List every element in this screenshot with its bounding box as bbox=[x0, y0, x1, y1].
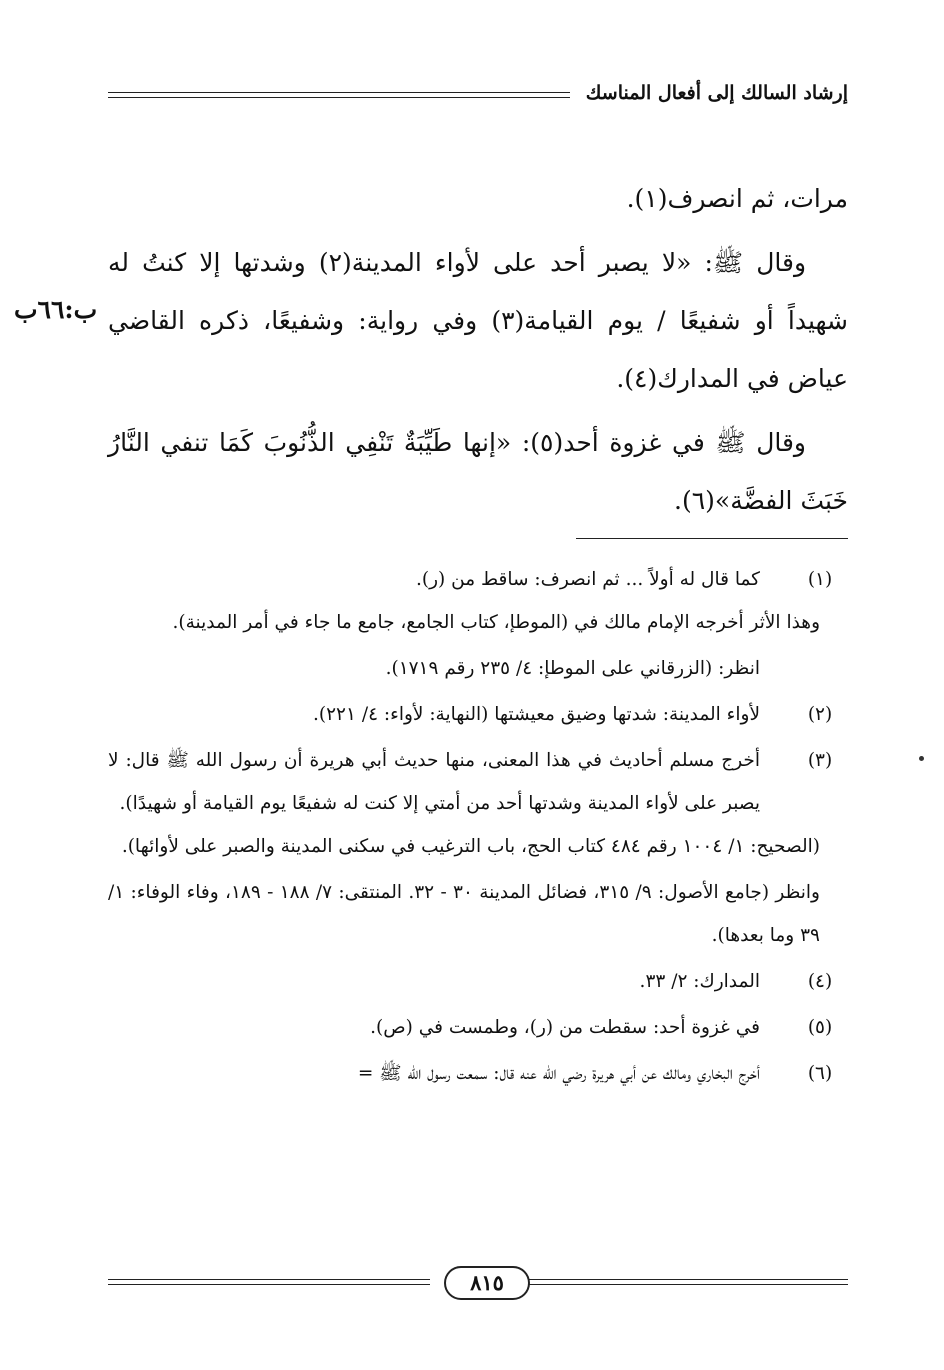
footer-rule-left bbox=[108, 1279, 430, 1285]
footnote-text: كما قال له أولاً ... ثم انصرف: ساقط من (ر). bbox=[415, 569, 760, 590]
paragraph-3: وقال ﷺ في غزوة أحد(٥): «إنها طَيِّبَةٌ تَنْفِي الذُّنُوبَ كَمَا تنفي النَّارُ خَبَثَ الفضَّة»(٦). bbox=[108, 428, 848, 515]
footnote-text: لأواء المدينة: شدتها وضيق معيشتها (النهاية: لأواء: ٤/ ٢٢١). bbox=[313, 704, 760, 725]
footnotes bbox=[108, 558, 848, 1095]
footnote-text: في غزوة أحد: سقطت من (ر)، وطمست في (ص). bbox=[370, 1017, 760, 1038]
header-rule bbox=[108, 92, 570, 98]
footnote-3-source: (الصحيح: ١/ ١٠٠٤ رقم ٤٨٤ كتاب الحج، باب الترغيب في سكنى المدينة والصبر على لأوائها). bbox=[121, 836, 820, 857]
footnote-number: (٢) bbox=[807, 704, 833, 725]
footnote-number: (٦) bbox=[807, 1063, 833, 1084]
page-number: ٨١٥ bbox=[444, 1266, 530, 1300]
book-title: إرشاد السالك إلى أفعال المناسك bbox=[585, 82, 848, 104]
running-header bbox=[108, 80, 848, 110]
footnote-1-continuation: وهذا الأثر أخرجه الإمام مالك في (الموطإ، كتاب الجامع، جامع ما جاء في أمر المدينة). bbox=[172, 612, 820, 633]
footnote-number: (٣) bbox=[807, 750, 833, 771]
paragraph-1: مرات، ثم انصرف(١). bbox=[626, 184, 848, 213]
footer-rule-right bbox=[526, 1279, 848, 1285]
footnote-number: (١) bbox=[807, 569, 833, 590]
footnote-1 bbox=[108, 558, 848, 601]
manuscript-folio-note: ب:٦٦ب bbox=[14, 295, 98, 324]
margin-dot bbox=[919, 756, 924, 761]
footnote-1-reference: انظر: (الزرقاني على الموطإ: ٤/ ٢٣٥ رقم ١٧١٩). bbox=[385, 658, 760, 679]
footnote-text: أخرج مسلم أحاديث في هذا المعنى، منها حديث أبي هريرة أن رسول الله ﷺ قال: لا يصبر على لأواء المدينة وشدتها أحد من أمتي إلا كنت له شفيعًا يوم القيامة أو شهيدًا). bbox=[108, 750, 760, 814]
footnote-2 bbox=[108, 693, 848, 736]
footnote-number: (٥) bbox=[807, 1017, 833, 1038]
footnote-text: أخرج البخاري ومالك عن أبي هريرة رضي الله عنه قال: سمعت رسول الله ﷺ = bbox=[357, 1063, 760, 1084]
footnote-4 bbox=[108, 960, 848, 1003]
footnote-6 bbox=[108, 1052, 848, 1095]
footnote-3 bbox=[108, 739, 848, 825]
page-footer bbox=[108, 1266, 848, 1306]
footnote-3-see-also: وانظر (جامع الأصول: ٩/ ٣١٥، فضائل المدينة ٣٠ - ٣٢. المنتقى: ٧/ ١٨٨ - ١٨٩، وفاء الوفاء: ١/ ٣٩ وما بعدها). bbox=[108, 882, 820, 946]
main-text bbox=[108, 170, 848, 530]
paragraph-2: وقال ﷺ: «لا يصبر أحد على لأواء المدينة(٢) وشدتها إلا كنتُ له شهيداً أو شفيعًا / يوم القيامة(٣) وفي رواية: وشفيعًا، ذكره القاضي عياض في المدارك(٤). bbox=[108, 248, 848, 393]
footnote-5 bbox=[108, 1006, 848, 1049]
footnote-divider bbox=[576, 538, 848, 539]
footnote-text: المدارك: ٢/ ٣٣. bbox=[639, 971, 760, 992]
footnote-number: (٤) bbox=[807, 971, 833, 992]
